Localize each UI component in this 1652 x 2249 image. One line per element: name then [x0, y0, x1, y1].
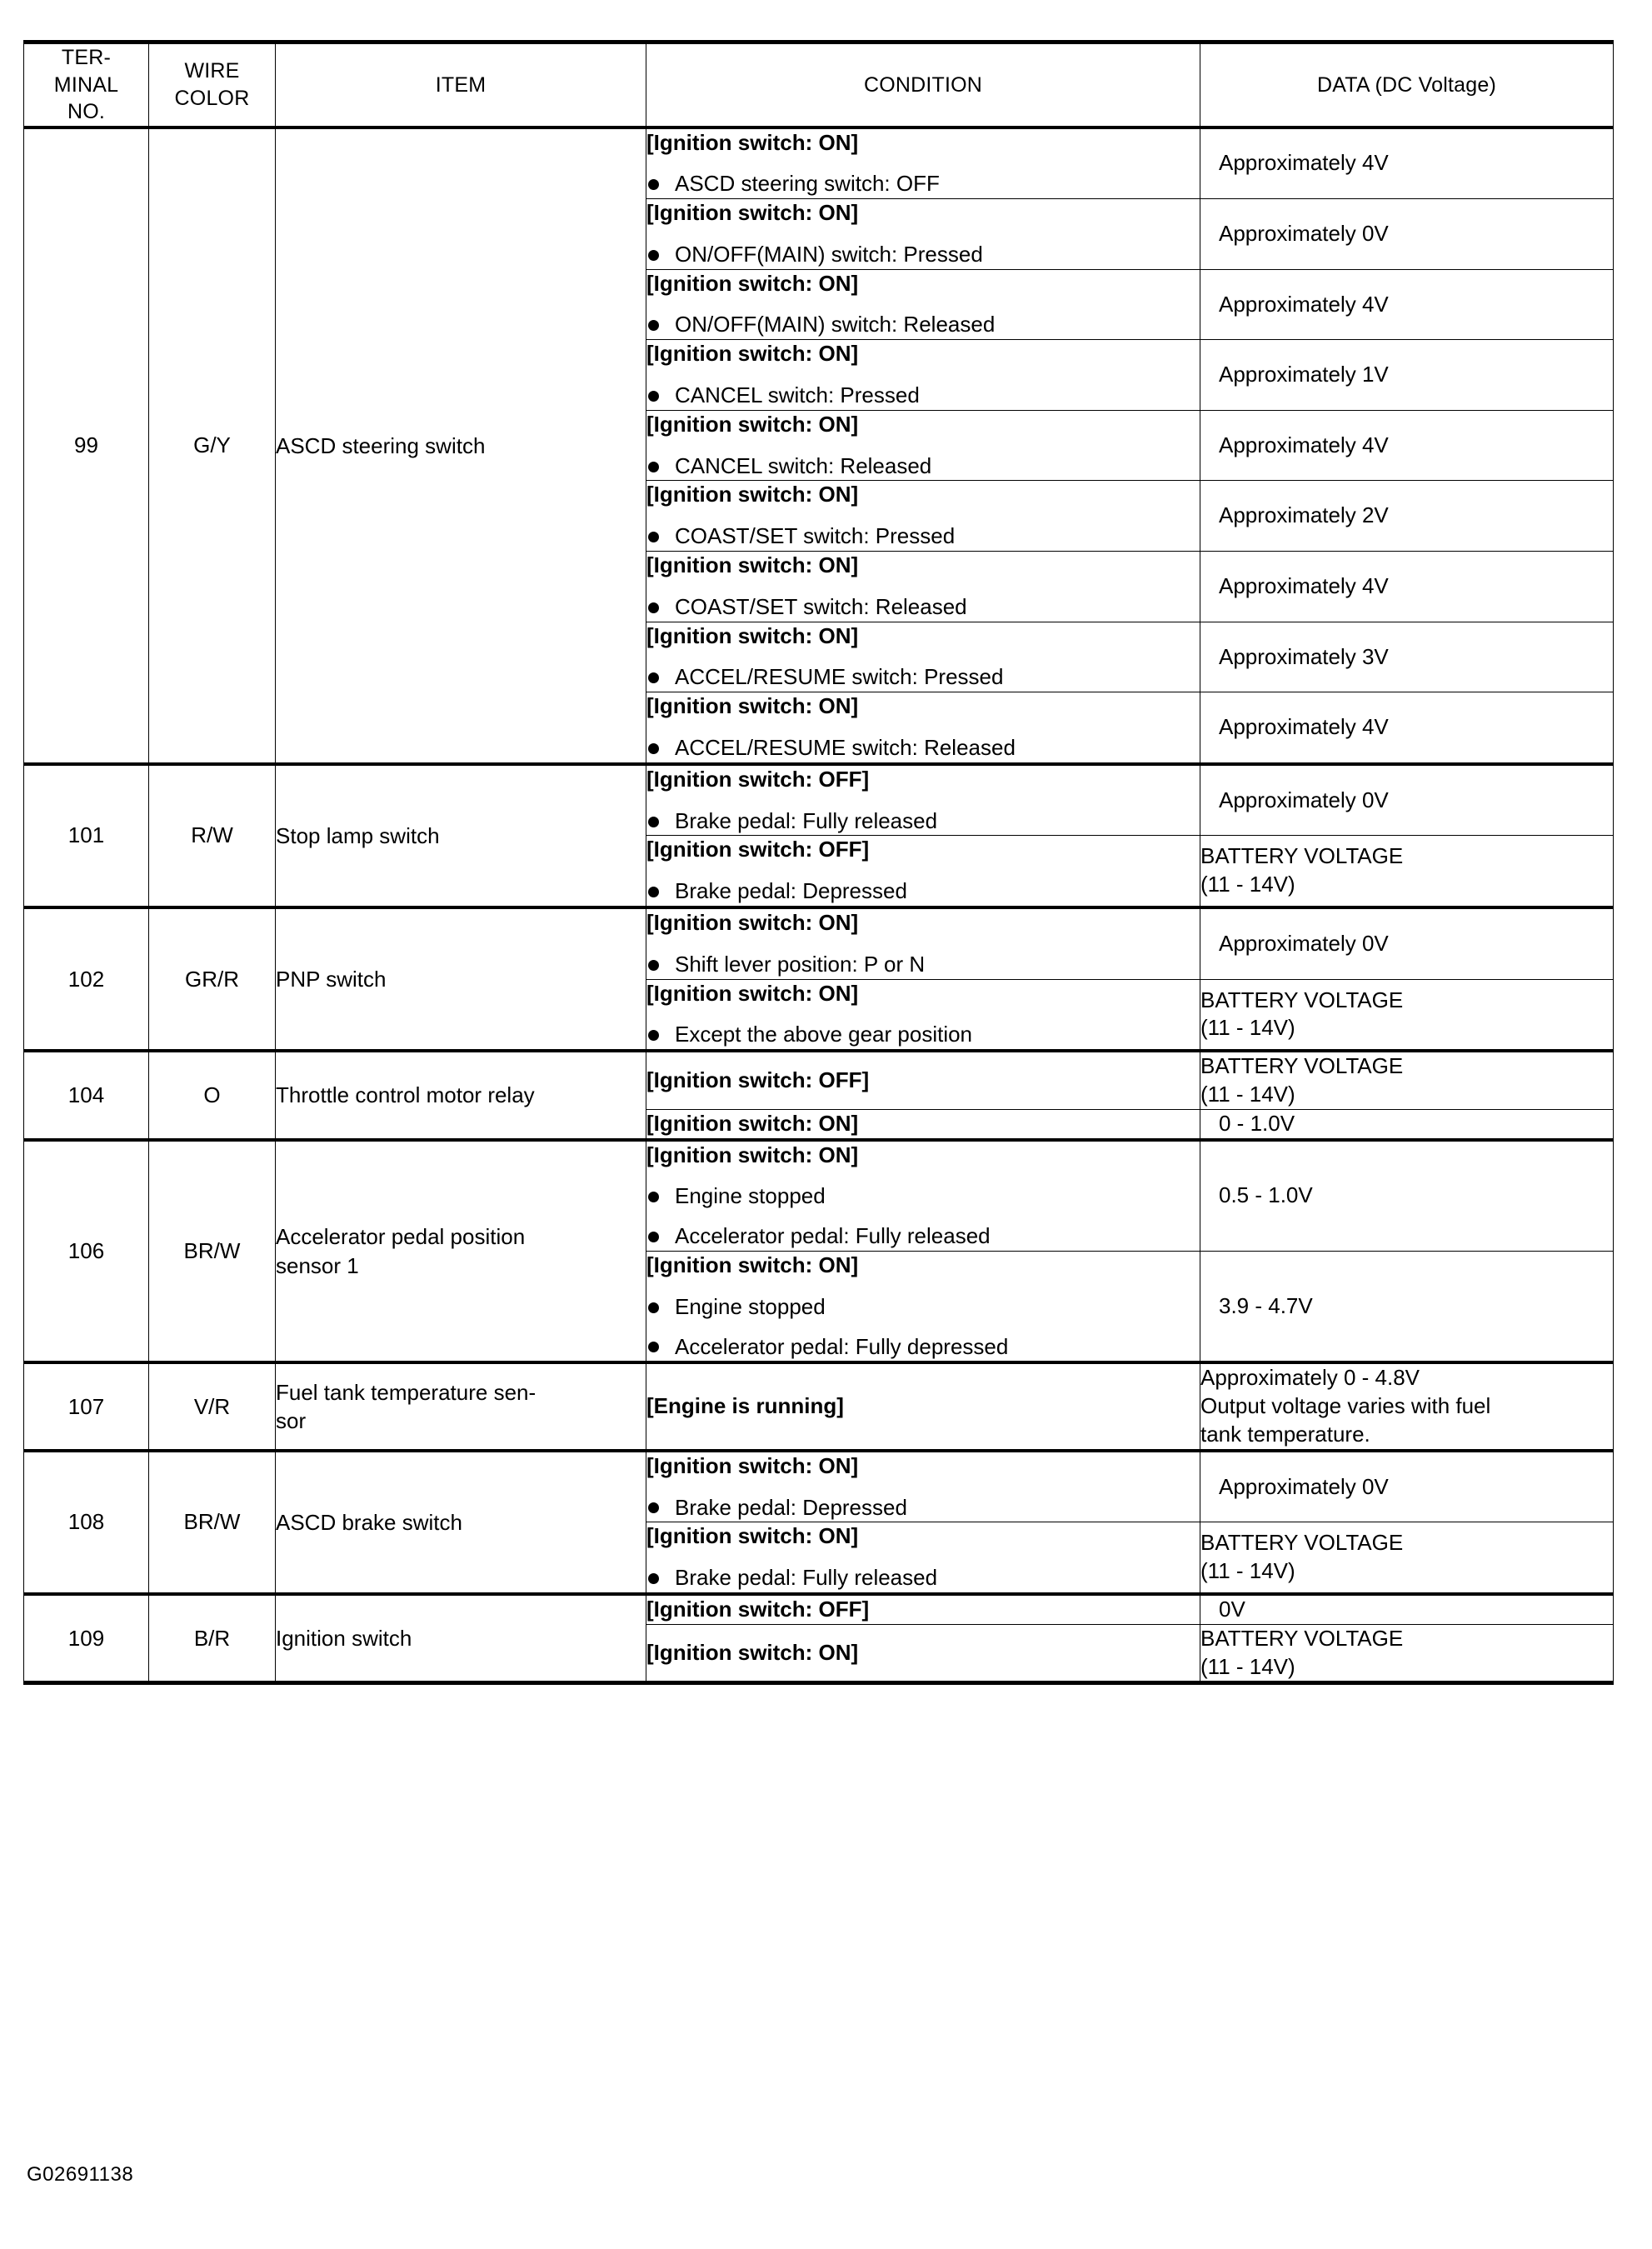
condition-cell [646, 1522, 1200, 1594]
ecm-terminal-spec-table [23, 40, 1614, 1685]
condition-heading: [Ignition switch: OFF] [646, 766, 870, 792]
data-value-cell [1200, 269, 1614, 340]
data-value-cell [1200, 979, 1614, 1051]
condition-cell [646, 1051, 1200, 1109]
condition-bullet: Accelerator pedal: Fully released [646, 1222, 1200, 1251]
data-value-line: Approximately 4V [1219, 291, 1389, 317]
data-value-line: 0V [1219, 1596, 1245, 1622]
column-header-data: DATA (DC Voltage) [1200, 42, 1614, 127]
data-value-cell [1200, 340, 1614, 411]
terminal-number-cell: 99 [24, 127, 149, 764]
data-value-line: Approximately 2V [1219, 502, 1389, 528]
condition-heading: [Ignition switch: ON] [646, 1142, 859, 1167]
condition-bullet: Engine stopped [646, 1293, 1200, 1322]
table-row [24, 1362, 1614, 1450]
condition-cell [646, 481, 1200, 552]
wire-color-cell: B/R [149, 1594, 276, 1683]
data-value-cell [1200, 1522, 1614, 1594]
data-value-cell [1200, 1109, 1614, 1139]
bullet-dot-icon [648, 1502, 659, 1513]
data-value-line: 0 - 1.0V [1219, 1110, 1295, 1136]
data-value-line: Approximately 0V [1219, 930, 1389, 956]
condition-cell [646, 1594, 1200, 1624]
data-value-cell [1200, 764, 1614, 836]
table-row [24, 764, 1614, 836]
data-value-line: Approximately 4V [1219, 714, 1389, 740]
data-value-line: BATTERY VOLTAGE [1200, 1625, 1404, 1651]
terminal-number-cell: 101 [24, 764, 149, 907]
data-value-line: (11 - 14V) [1200, 1653, 1295, 1679]
bullet-dot-icon [648, 250, 659, 261]
data-value-line: (11 - 14V) [1200, 1015, 1295, 1041]
data-value-cell [1200, 622, 1614, 692]
bullet-dot-icon [648, 179, 659, 190]
condition-cell [646, 552, 1200, 622]
bullet-dot-icon [648, 462, 659, 472]
condition-heading: [Ignition switch: ON] [646, 1523, 859, 1549]
condition-cell [646, 199, 1200, 270]
data-value-line: Approximately 4V [1219, 432, 1389, 457]
data-value-line: 0.5 - 1.0V [1219, 1182, 1313, 1208]
condition-cell [646, 1252, 1200, 1363]
data-value-line: tank temperature. [1200, 1421, 1370, 1447]
terminal-number-cell: 107 [24, 1362, 149, 1450]
condition-bullet: ON/OFF(MAIN) switch: Released [646, 311, 1200, 339]
data-value-line: Approximately 1V [1219, 362, 1389, 387]
condition-bullet: COAST/SET switch: Pressed [646, 522, 1200, 551]
condition-heading: [Ignition switch: ON] [646, 1252, 859, 1277]
table-row [24, 1451, 1614, 1522]
data-value-line: Approximately 0V [1219, 1473, 1389, 1499]
data-value-cell [1200, 410, 1614, 481]
condition-bullet: Except the above gear position [646, 1021, 1200, 1049]
condition-cell [646, 979, 1200, 1051]
condition-bullet: ACCEL/RESUME switch: Released [646, 734, 1200, 762]
data-value-cell [1200, 1451, 1614, 1522]
column-header-item: ITEM [276, 42, 646, 127]
data-value-cell [1200, 1252, 1614, 1363]
bullet-dot-icon [648, 1342, 659, 1352]
condition-heading: [Ignition switch: ON] [646, 622, 859, 648]
condition-cell [646, 269, 1200, 340]
bullet-dot-icon [648, 1232, 659, 1242]
wire-color-cell: R/W [149, 764, 276, 907]
condition-bullet: COAST/SET switch: Released [646, 593, 1200, 622]
data-value-cell [1200, 199, 1614, 270]
data-value-line: Output voltage varies with fuel [1200, 1393, 1491, 1419]
condition-bullet: CANCEL switch: Pressed [646, 382, 1200, 410]
condition-heading: [Ignition switch: OFF] [646, 837, 870, 862]
terminal-number-cell: 106 [24, 1140, 149, 1363]
bullet-dot-icon [648, 532, 659, 542]
condition-heading: [Ignition switch: ON] [646, 980, 859, 1006]
condition-bullet: ASCD steering switch: OFF [646, 170, 1200, 198]
bullet-dot-icon [648, 1573, 659, 1584]
data-value-line: 3.9 - 4.7V [1219, 1292, 1313, 1318]
table-row [24, 1051, 1614, 1109]
condition-cell [646, 1109, 1200, 1139]
bullet-dot-icon [648, 960, 659, 971]
terminal-number-cell: 102 [24, 907, 149, 1051]
condition-bullet: Shift lever position: P or N [646, 951, 1200, 979]
data-value-cell [1200, 1594, 1614, 1624]
bullet-dot-icon [648, 887, 659, 897]
condition-cell [646, 1624, 1200, 1683]
condition-heading: [Ignition switch: ON] [646, 411, 859, 437]
data-value-line: (11 - 14V) [1200, 1082, 1295, 1107]
data-value-line: BATTERY VOLTAGE [1200, 843, 1404, 869]
data-value-line: Approximately 4V [1219, 150, 1389, 176]
bullet-dot-icon [648, 1192, 659, 1202]
data-value-cell [1200, 692, 1614, 764]
item-cell: ASCD brake switch [276, 1451, 646, 1594]
wire-color-cell: V/R [149, 1362, 276, 1450]
condition-bullet: Accelerator pedal: Fully depressed [646, 1333, 1200, 1362]
bullet-dot-icon [648, 817, 659, 827]
condition-bullet: Brake pedal: Depressed [646, 877, 1200, 906]
data-value-cell [1200, 127, 1614, 199]
wire-color-cell: G/Y [149, 127, 276, 764]
condition-heading: [Ignition switch: ON] [646, 270, 859, 296]
bullet-dot-icon [648, 1030, 659, 1041]
bullet-dot-icon [648, 320, 659, 331]
bullet-dot-icon [648, 391, 659, 402]
condition-heading: [Engine is running] [646, 1393, 844, 1419]
item-cell: Ignition switch [276, 1594, 646, 1683]
condition-heading: [Ignition switch: ON] [646, 1639, 859, 1665]
condition-cell [646, 127, 1200, 199]
item-cell: Stop lamp switch [276, 764, 646, 907]
data-value-line: Approximately 3V [1219, 643, 1389, 669]
data-value-line: Approximately 4V [1219, 572, 1389, 598]
column-header-terminal-no: TER- MINAL NO. [24, 42, 149, 127]
condition-bullet: ON/OFF(MAIN) switch: Pressed [646, 241, 1200, 269]
data-value-line: (11 - 14V) [1200, 872, 1295, 897]
condition-heading: [Ignition switch: ON] [646, 482, 859, 507]
data-value-line: BATTERY VOLTAGE [1200, 987, 1404, 1012]
condition-bullet: CANCEL switch: Released [646, 452, 1200, 481]
data-value-line: Approximately 0V [1219, 220, 1389, 246]
data-value-cell [1200, 481, 1614, 552]
condition-cell [646, 1451, 1200, 1522]
table-row [24, 1594, 1614, 1624]
terminal-number-cell: 109 [24, 1594, 149, 1683]
condition-heading: [Ignition switch: ON] [646, 200, 859, 226]
condition-heading: [Ignition switch: ON] [646, 910, 859, 936]
data-value-cell [1200, 1362, 1614, 1450]
condition-heading: [Ignition switch: ON] [646, 552, 859, 578]
condition-bullet: Brake pedal: Fully released [646, 1564, 1200, 1592]
condition-bullet: ACCEL/RESUME switch: Pressed [646, 663, 1200, 692]
data-value-cell [1200, 1051, 1614, 1109]
item-cell: Throttle control motor relay [276, 1051, 646, 1139]
bullet-dot-icon [648, 743, 659, 754]
item-cell: Fuel tank temperature sen- sor [276, 1362, 646, 1450]
column-header-wire-color: WIRE COLOR [149, 42, 276, 127]
condition-heading: [Ignition switch: ON] [646, 341, 859, 367]
condition-heading: [Ignition switch: ON] [646, 693, 859, 719]
wire-color-cell: O [149, 1051, 276, 1139]
table-row [24, 907, 1614, 979]
bullet-dot-icon [648, 1302, 659, 1313]
data-value-cell [1200, 1140, 1614, 1252]
condition-heading: [Ignition switch: OFF] [646, 1067, 870, 1093]
condition-cell [646, 622, 1200, 692]
condition-cell [646, 692, 1200, 764]
table-header-row [24, 42, 1614, 127]
data-value-line: (11 - 14V) [1200, 1558, 1295, 1584]
condition-cell [646, 410, 1200, 481]
table-row [24, 127, 1614, 199]
condition-cell [646, 1140, 1200, 1252]
condition-heading: [Ignition switch: ON] [646, 1110, 859, 1136]
bullet-dot-icon [648, 602, 659, 613]
data-value-line: BATTERY VOLTAGE [1200, 1053, 1404, 1079]
condition-cell [646, 340, 1200, 411]
condition-cell [646, 764, 1200, 836]
terminal-number-cell: 108 [24, 1451, 149, 1594]
table-row [24, 1140, 1614, 1252]
data-value-line: Approximately 0 - 4.8V [1200, 1365, 1420, 1391]
wire-color-cell: BR/W [149, 1451, 276, 1594]
condition-cell [646, 1362, 1200, 1450]
wire-color-cell: BR/W [149, 1140, 276, 1363]
condition-bullet: Brake pedal: Fully released [646, 807, 1200, 836]
condition-heading: [Ignition switch: OFF] [646, 1596, 870, 1622]
condition-bullet: Engine stopped [646, 1182, 1200, 1211]
condition-cell [646, 836, 1200, 907]
condition-heading: [Ignition switch: ON] [646, 1452, 859, 1478]
item-cell: PNP switch [276, 907, 646, 1051]
data-value-cell [1200, 552, 1614, 622]
condition-bullet: Brake pedal: Depressed [646, 1494, 1200, 1522]
document-code: G02691138 [27, 2163, 134, 2186]
condition-heading: [Ignition switch: ON] [646, 129, 859, 155]
condition-cell [646, 907, 1200, 979]
data-value-cell [1200, 836, 1614, 907]
data-value-line: Approximately 0V [1219, 787, 1389, 812]
wire-color-cell: GR/R [149, 907, 276, 1051]
data-value-line: BATTERY VOLTAGE [1200, 1530, 1404, 1556]
bullet-dot-icon [648, 672, 659, 683]
column-header-condition: CONDITION [646, 42, 1200, 127]
terminal-number-cell: 104 [24, 1051, 149, 1139]
data-value-cell [1200, 1624, 1614, 1683]
data-value-cell [1200, 907, 1614, 979]
item-cell: ASCD steering switch [276, 127, 646, 764]
item-cell: Accelerator pedal position sensor 1 [276, 1140, 646, 1363]
